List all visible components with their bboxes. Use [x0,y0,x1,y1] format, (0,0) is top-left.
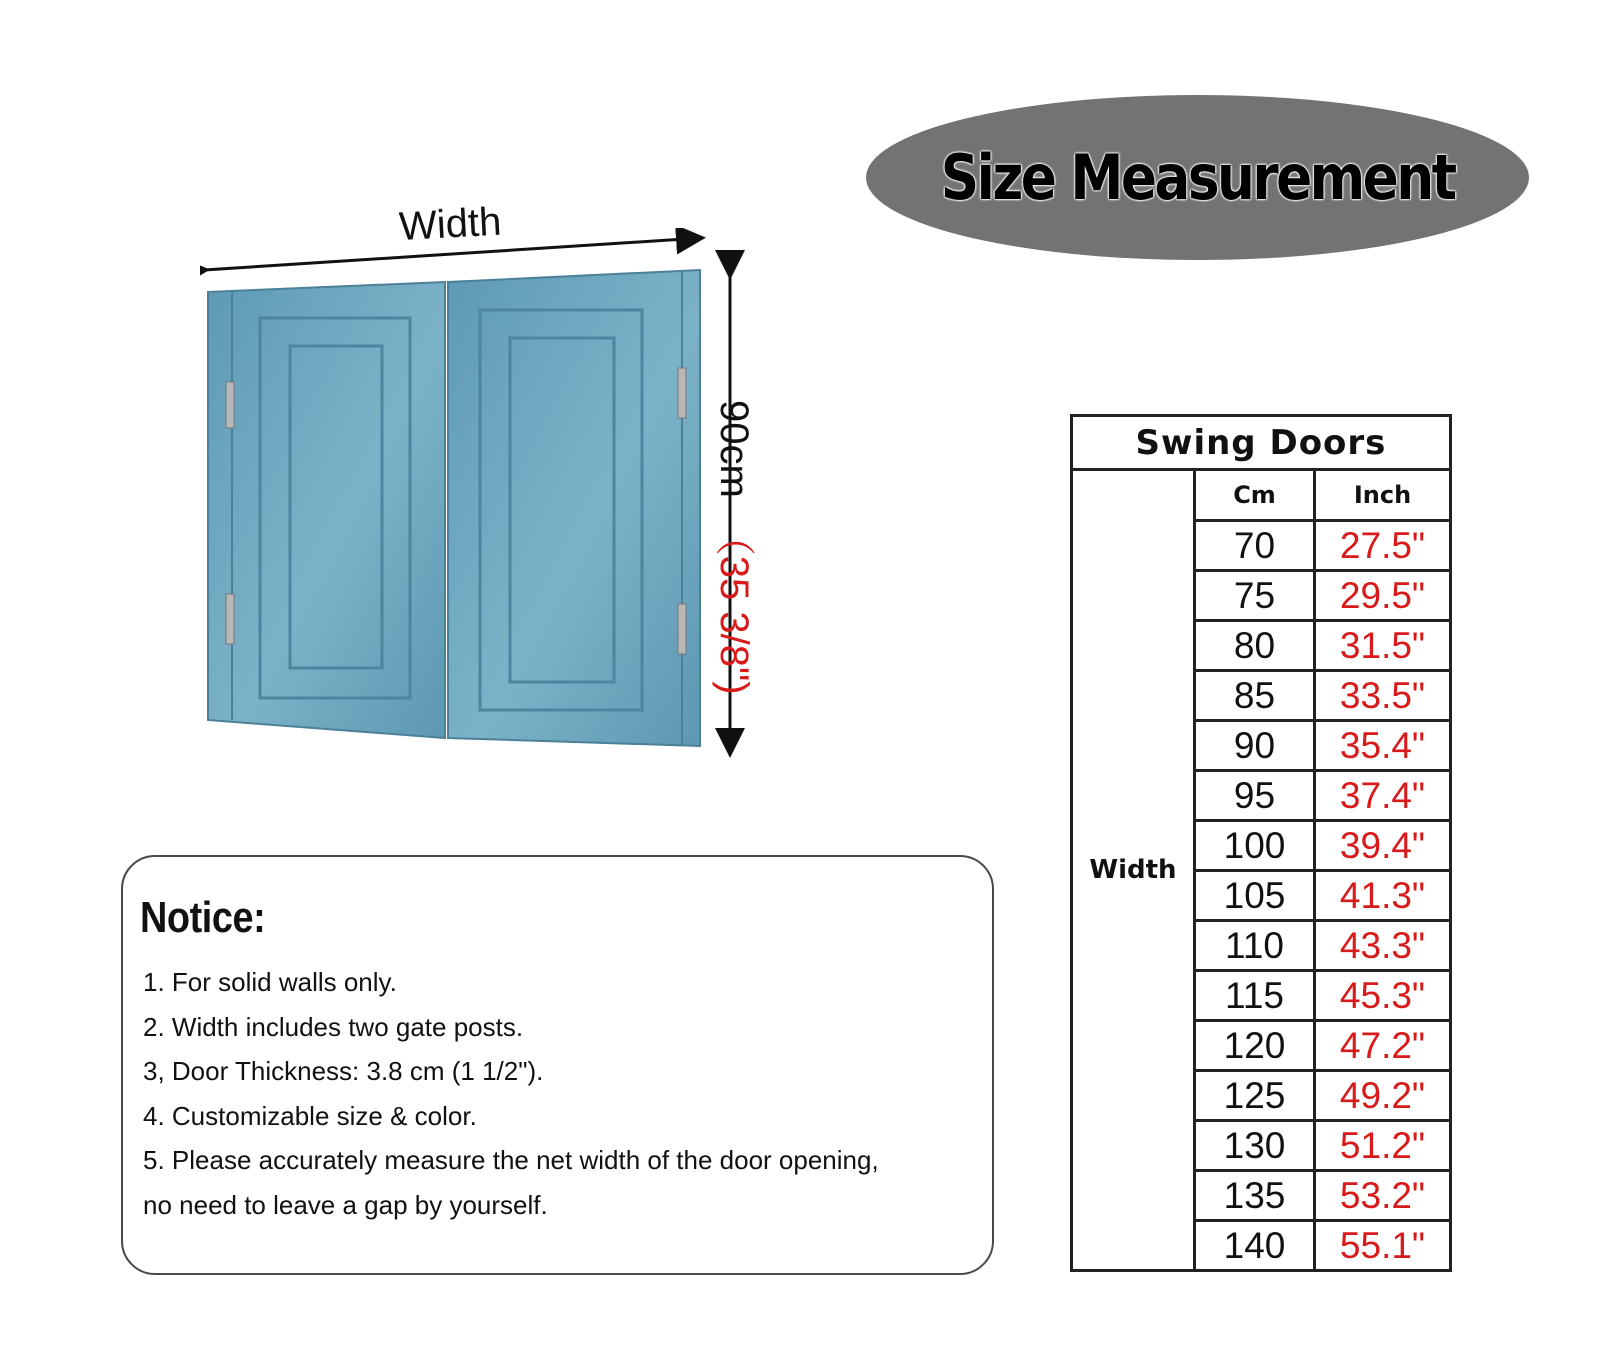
cell-inch: 55.1" [1315,1221,1451,1271]
cell-cm: 75 [1195,571,1315,621]
cell-cm: 90 [1195,721,1315,771]
cell-inch: 43.3" [1315,921,1451,971]
col-header-cm: Cm [1195,470,1315,521]
cell-inch: 35.4" [1315,721,1451,771]
height-cm: 90cm [712,400,756,498]
height-inch: （35 3/8") [712,515,756,695]
cell-inch: 45.3" [1315,971,1451,1021]
cell-cm: 125 [1195,1071,1315,1121]
row-label-width: Width [1072,470,1195,1271]
height-label [709,400,766,695]
cell-inch: 47.2" [1315,1021,1451,1071]
width-label: Width [398,199,503,249]
col-header-inch: Inch [1315,470,1451,521]
notice-title: Notice: [140,893,266,942]
page-title: Size Measurement [940,141,1455,214]
notice-item: 4. Customizable size & color. [143,1100,477,1131]
cell-inch: 31.5" [1315,621,1451,671]
notice-item: 5. Please accurately measure the net width of the door opening, [143,1145,879,1175]
cell-cm: 110 [1195,921,1315,971]
cell-inch: 29.5" [1315,571,1451,621]
cell-cm: 85 [1195,671,1315,721]
cell-inch: 53.2" [1315,1171,1451,1221]
left-door [208,282,445,738]
width-arrow [204,238,700,270]
right-door [448,270,700,746]
notice-item: no need to leave a gap by yourself. [143,1189,548,1220]
cell-cm: 100 [1195,821,1315,871]
size-table [1070,414,1452,1272]
cell-inch: 49.2" [1315,1071,1451,1121]
notice-item: 2. Width includes two gate posts. [143,1011,524,1042]
cell-inch: 39.4" [1315,821,1451,871]
cell-cm: 70 [1195,521,1315,571]
cell-inch: 51.2" [1315,1121,1451,1171]
cell-inch: 37.4" [1315,771,1451,821]
cell-inch: 41.3" [1315,871,1451,921]
notice-item: 3, Door Thickness: 3.8 cm (1 1/2"). [143,1056,544,1086]
cell-cm: 130 [1195,1121,1315,1171]
cell-inch: 27.5" [1315,521,1451,571]
cell-cm: 115 [1195,971,1315,1021]
cell-inch: 33.5" [1315,671,1451,721]
cell-cm: 105 [1195,871,1315,921]
cell-cm: 120 [1195,1021,1315,1071]
cell-cm: 140 [1195,1221,1315,1271]
cell-cm: 80 [1195,621,1315,671]
title-banner [866,95,1529,260]
table-title: Swing Doors [1072,416,1451,470]
notice-item: 1. For solid walls only. [143,967,397,997]
cell-cm: 135 [1195,1171,1315,1221]
notice-list [143,960,879,1227]
cell-cm: 95 [1195,771,1315,821]
